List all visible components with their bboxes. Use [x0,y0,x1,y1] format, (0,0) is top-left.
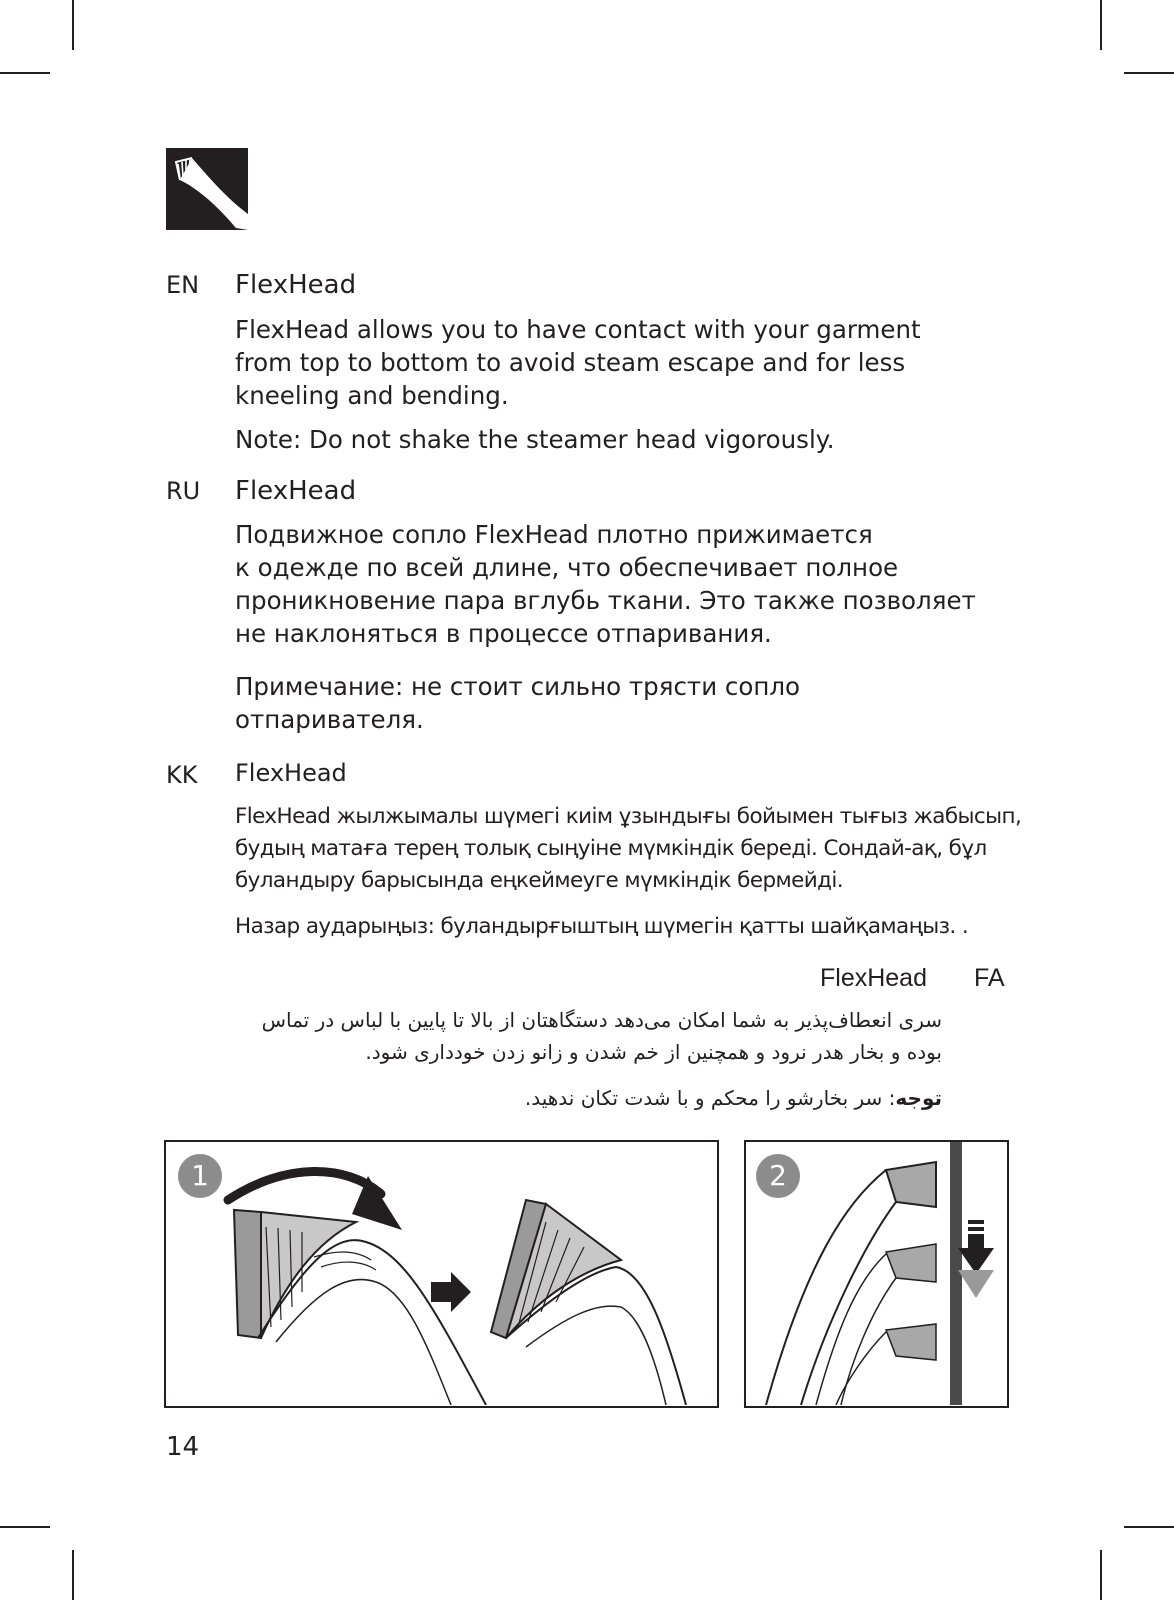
section-heading-kk: FlexHead [235,759,347,787]
note-label: توجه [895,1086,942,1110]
text-line: буландыру барысында еңкеймеуге мүмкіндік бермейді. [235,868,843,893]
page-number: 14 [166,1432,200,1462]
flexhead-icon [166,148,248,230]
note-ru [235,670,800,736]
lang-code-kk: KK [166,761,198,789]
note-kk [235,911,968,943]
crop-mark [72,1550,74,1600]
text-line: kneeling and bending. [235,381,509,410]
text-line: проникновение пара вглубь ткани. Это также позволяет [235,586,976,615]
note-label: Назар аударыңыз [235,914,428,939]
note-label: Note [235,425,293,454]
step-badge-2: 2 [756,1154,800,1198]
text-line: будың матаға терең толық сыңуіне мүмкіндік береді. Сондай-ақ, бұл [235,836,987,861]
crop-mark [0,1526,50,1528]
step-badge-1: 1 [178,1154,222,1198]
text-line: from top to bottom to avoid steam escape and for less [235,348,906,377]
note-label: Примечание [235,672,395,701]
lang-code-ru: RU [166,477,201,505]
text-line: FlexHead allows you to have contact with your garment [235,315,921,344]
steamer-head-rotate-illustration [166,1142,716,1405]
crop-mark [72,0,74,50]
crop-mark [1124,1526,1174,1528]
section-heading-en: FlexHead [235,270,357,300]
crop-mark [1124,72,1174,74]
text-line: FlexHead жылжымалы шүмегі киім ұзындығы бойымен тығыз жабысып, [235,804,1022,829]
section-heading-ru: FlexHead [235,476,357,506]
lang-code-fa: FA [974,964,1005,992]
note-text: : буландырғыштың шүмегін қатты шайқамаңыз. . [427,914,969,939]
note-text: : Do not shake the steamer head vigorously. [293,425,835,454]
paragraph-en [235,313,921,412]
text-line: Подвижное сопло FlexHead плотно прижимается [235,520,873,549]
lang-code-en: EN [166,271,200,299]
section-heading-fa: FlexHead [820,964,927,992]
text-line: к одежде по всей длине, что обеспечивает полное [235,553,899,582]
steamer-vertical-glide-illustration [746,1142,1006,1405]
figure-step-2 [744,1140,1009,1408]
crop-mark [0,72,50,74]
paragraph-ru [235,518,976,650]
note-text: отпаривателя. [235,705,424,734]
note-text: : не стоит сильно трясти сопло [394,672,801,701]
paragraph-kk [235,801,1021,897]
crop-mark [1100,0,1102,50]
note-fa [160,1082,942,1114]
text-line: не наклоняться в процессе отпаривания. [235,619,772,648]
note-en [235,423,835,456]
crop-mark [1100,1550,1102,1600]
paragraph-fa [160,1004,942,1068]
text-line: بوده و بخار هدر نرود و همچنین از خم شدن و زانو زدن خودداری شود. [365,1040,942,1064]
text-line: سری انعطاف‌پذیر به شما امکان می‌دهد دستگاهتان از بالا تا پایین با لباس در تماس [261,1008,942,1032]
note-text: : سر بخارشو را محکم و با شدت تکان ندهید. [524,1086,896,1110]
figure-step-1 [164,1140,719,1408]
